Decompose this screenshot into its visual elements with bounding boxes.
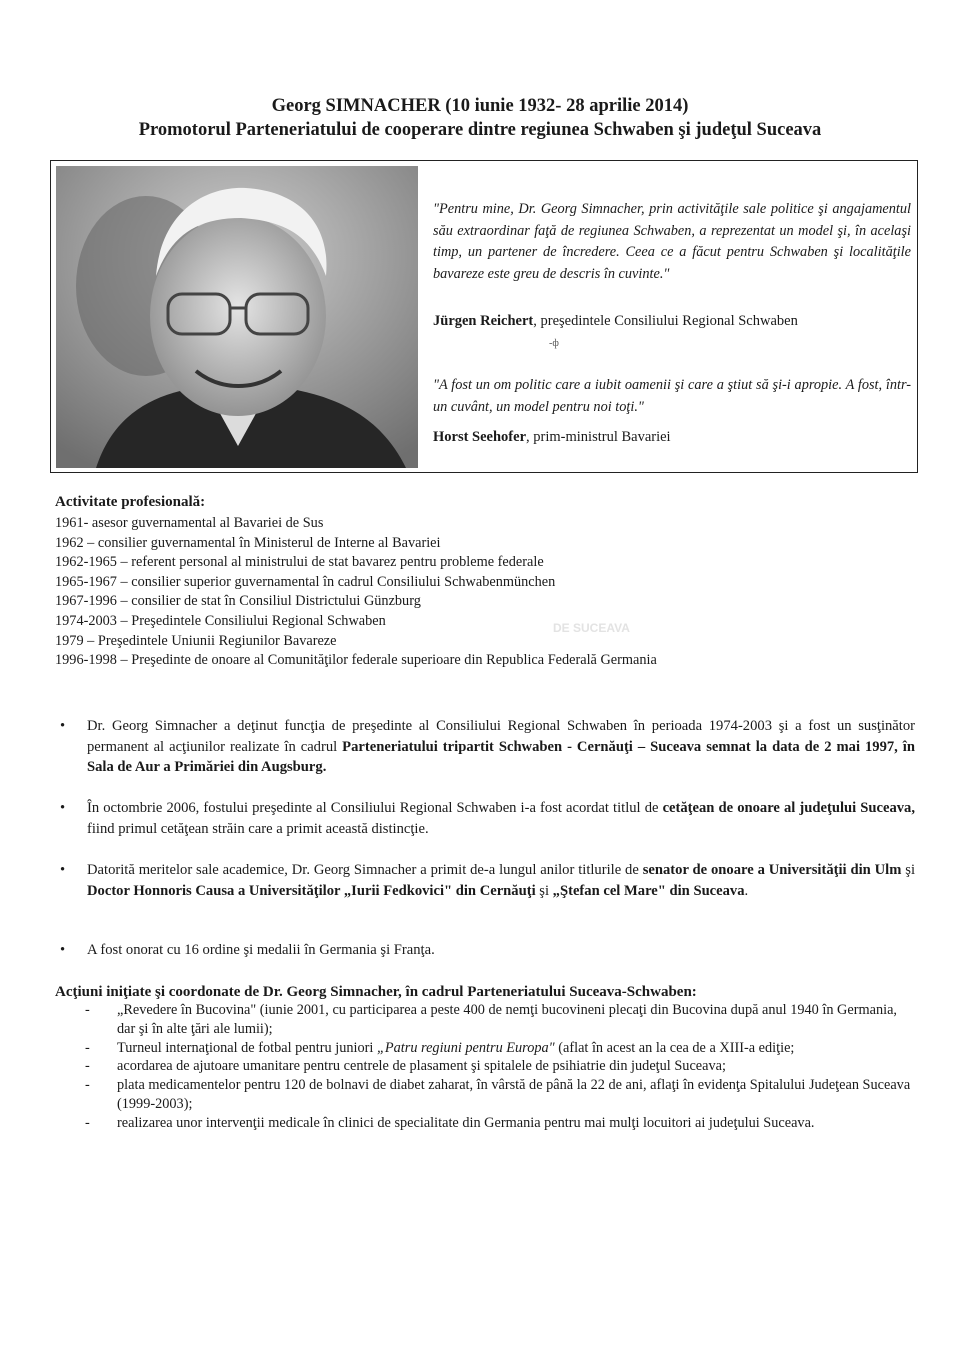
- activity-item: 1962-1965 – referent personal al ministrului de stat bavarez pentru probleme federale: [55, 554, 544, 571]
- activity-item: 1974-2003 – Preşedintele Consiliului Regional Schwaben: [55, 612, 386, 629]
- bullet-icon: •: [60, 942, 66, 958]
- quote-seehofer: "A fost un om politic care a iubit oamenii şi care a ştiut să şi-i apropie. A fost, într-un cuvânt, un model pentru noi toţi.": [433, 377, 911, 415]
- portrait-illustration: [56, 166, 418, 468]
- initiative-text: acordarea de ajutoare umanitare pentru centrele de plasament şi spitalele de psihiatrie din judeţul Suceava;: [117, 1058, 726, 1075]
- initiative-item: [85, 1114, 915, 1133]
- quote-box: [50, 160, 918, 473]
- dash-icon: -: [85, 1114, 90, 1131]
- bullet-text: .: [744, 882, 749, 899]
- dash-icon: -: [85, 1002, 90, 1018]
- bullet-bold-text: „Ştefan cel Mare" din Suceava: [552, 882, 745, 899]
- initiative-item: [85, 1039, 915, 1058]
- initiative-emphasis: „Patru regiuni pentru Europa": [376, 1039, 555, 1056]
- initiative-item: [85, 1057, 915, 1076]
- activity-list: [55, 514, 935, 671]
- dash-icon: -: [85, 1077, 90, 1094]
- activity-item: 1965-1967 – consilier superior guvernamental în cadrul Consiliului Schwabenmünchen: [55, 573, 556, 590]
- bullet-icon: •: [60, 800, 66, 816]
- activity-title: Activitate profesională:: [55, 494, 206, 510]
- bullet-bold-text: Parteneriatului tripartit Schwaben - Cernăuţi – Suceava semnat la data de 2 mai 1997, în Sala de Aur a Primăriei din Augsburg.: [87, 738, 915, 775]
- bullet-item: [60, 716, 915, 778]
- bullet-bold-text: Doctor Honnoris Causa a Universităţilor „Iurii Fedkovici" din Cernăuţi: [87, 882, 536, 899]
- activity-item: 1979 – Preşedintele Uniunii Regiunilor Bavareze: [55, 632, 337, 649]
- bullet-text: şi: [535, 882, 553, 899]
- activity-item: 1962 – consilier guvernamental în Ministerul de Interne al Bavariei: [55, 534, 441, 551]
- initiatives-title: Acţiuni iniţiate şi coordonate de Dr. Georg Simnacher, în cadrul Parteneriatului Suceava-Schwaben:: [55, 984, 697, 1000]
- initiative-item: [85, 1076, 915, 1114]
- bullet-icon: •: [60, 718, 66, 734]
- bullet-item: [60, 940, 915, 961]
- page-subtitle: Promotorul Parteneriatului de cooperare dintre regiunea Schwaben şi judeţul Suceava: [138, 120, 822, 140]
- quote-author-seehofer: [433, 429, 911, 446]
- author-role: , prim-ministrul Bavariei: [526, 429, 671, 445]
- watermark: DE SUCEAVA: [553, 621, 630, 635]
- bullet-text: Datorită meritelor sale academice, Dr. Georg Simnacher a primit de-a lungul anilor titlurile de: [87, 862, 643, 878]
- bullet-bold-text: senator de onoare a Universităţii din Ulm: [642, 862, 902, 878]
- activity-item: 1996-1998 – Preşedinte de onoare al Comunităţilor federale superioare din Republica Federală Germania: [55, 652, 657, 669]
- initiatives-list: [85, 1001, 915, 1133]
- bullet-icon: •: [60, 862, 66, 878]
- initiative-text: „Revedere în Bucovina" (iunie 2001, cu participarea a peste 400 de nemţi bucovineni plecaţi din Bucovina după anul 1940 în Germania, dar şi în alte ţări ale lumii);: [117, 1002, 897, 1037]
- dash-icon: -: [85, 1039, 90, 1056]
- author-name: Horst Seehofer: [433, 429, 527, 445]
- bullet-text: Dr. Georg Simnacher a deţinut funcţia de preşedinte al Consiliului Regional Schwaben în perioada 1974-2003 şi a fost un susţinător permanent al acţiunilor realizate în cadrul: [87, 718, 915, 755]
- quote-author-reichert: [433, 313, 911, 330]
- bullet-text: În octombrie 2006, fostului preşedinte al Consiliului Regional Schwaben i-a fost acordat titlul de: [87, 800, 663, 816]
- bullet-text: fiind primul cetăţean străin care a primit această distincţie.: [87, 820, 429, 837]
- bullet-text: A fost onorat cu 16 ordine şi medalii în Germania şi Franţa.: [87, 942, 435, 958]
- initiative-text: plata medicamentelor pentru 120 de bolnavi de diabet zaharat, în vârstă de până la 22 de ani, aflaţi în evidenţa Spitalului Judeţean Suceava (1999-2003);: [117, 1077, 911, 1112]
- bullet-item: [60, 798, 915, 839]
- bullet-text: şi: [901, 862, 916, 878]
- initiative-text: Turneul internaţional de fotbal pentru juniori: [117, 1039, 377, 1056]
- author-role: , preşedintele Consiliului Regional Schwaben: [533, 313, 798, 329]
- initiative-text: (aflat în acest an la cea de a XIII-a ediţie;: [554, 1039, 795, 1056]
- initiative-text: realizarea unor intervenţii medicale în clinici de specialitate din Germania pentru mai mulţi locuitori ai judeţului Suceava.: [117, 1114, 815, 1131]
- initiative-item: [85, 1001, 915, 1039]
- bullet-item: [60, 860, 915, 901]
- activity-item: 1961- asesor guvernamental al Bavariei de Sus: [55, 515, 324, 531]
- quote-reichert: "Pentru mine, Dr. Georg Simnacher, prin activităţile sale politice şi angajamentul său extraordinar faţă de regiunea Schwaben, a reprezentat un model şi, în acelaşi timp, un partener de încredere. Ceea ce a făcut pentru Schwaben şi localităţile bavareze este greu de descris în cuvinte.": [433, 201, 911, 282]
- stray-mark: -ф: [549, 338, 559, 349]
- portrait-photo: [56, 166, 418, 468]
- activity-item: 1967-1996 – consilier de stat în Consiliul Districtului Günzburg: [55, 593, 421, 610]
- bullet-bold-text: cetăţean de onoare al judeţului Suceava,: [662, 800, 915, 816]
- author-name: Jürgen Reichert: [433, 313, 534, 329]
- dash-icon: -: [85, 1058, 90, 1075]
- page-title: Georg SIMNACHER (10 iunie 1932- 28 aprilie 2014): [271, 96, 689, 116]
